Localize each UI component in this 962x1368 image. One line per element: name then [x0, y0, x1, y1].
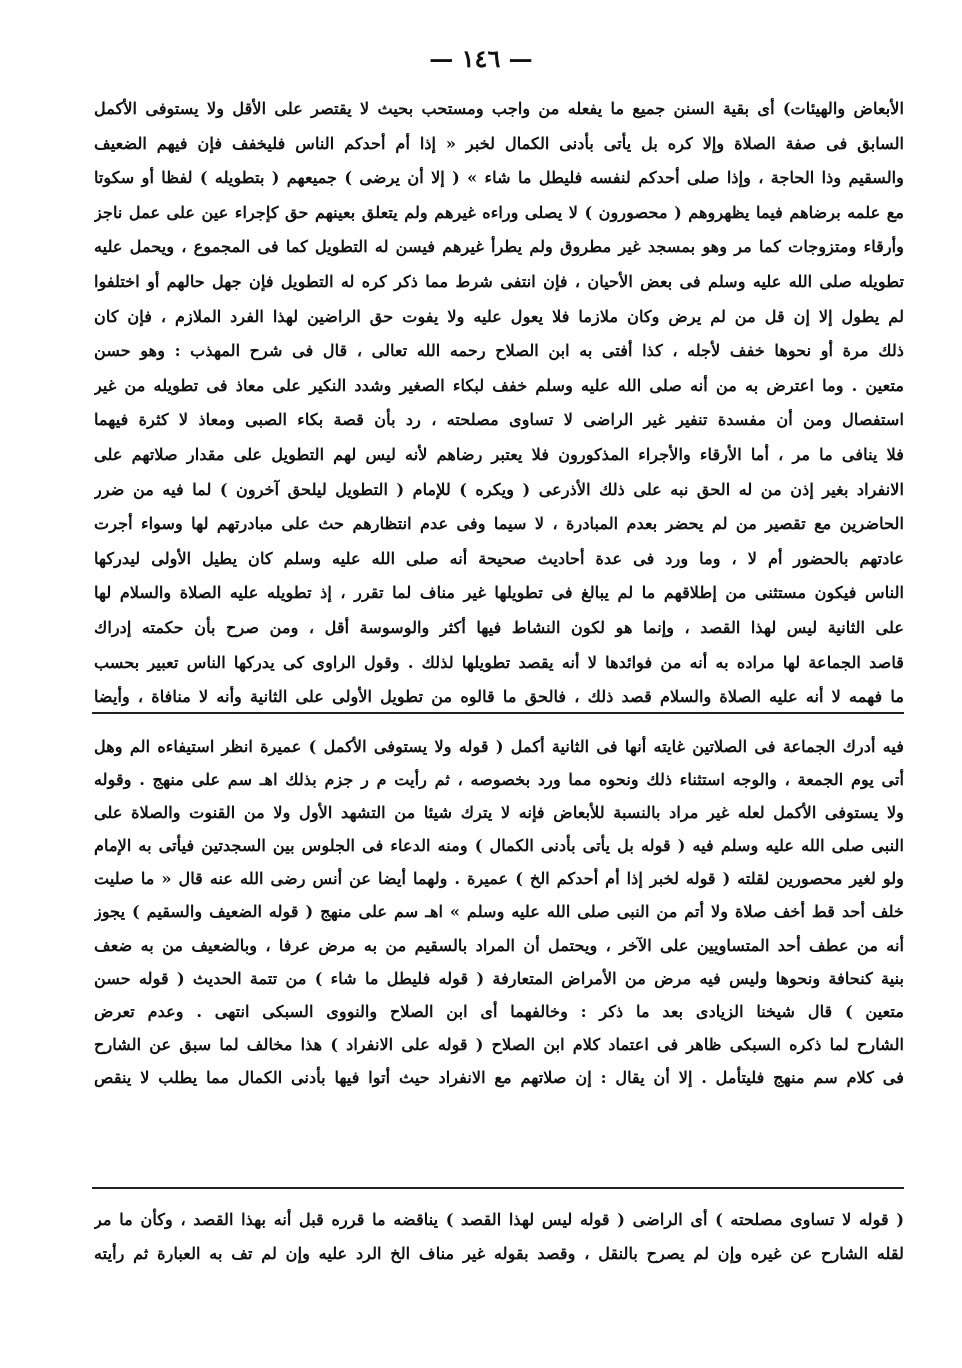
second-footnote-divider — [92, 1187, 904, 1189]
text-line: استفصال ومن أن مفسدة تنفير غير الراضى لا تساوى مصلحته ، رد بأن قصة بكاء الصبى ومعاذ لا كثرة فيهما — [94, 410, 904, 430]
note-line: أنه من عطف أحد المتساويين على الآخر ، ويحتمل أن المراد بالسقيم من به مرض عرفا ، وبالضعيف من به ضعف — [94, 935, 904, 955]
note-line: فى كلام سم منهج فليتأمل . إلا أن يقال : إن صلاتهم مع الانفراد حيث أتوا فيها بأدنى الكمال مما يطلب لا ينقص — [94, 1067, 904, 1087]
note-line: متعين ) قال شيخنا الزيادى بعد ما ذكر : وخالفهما أى ابن الصلاح والنووى السبكى انتهى . وعدم تعرض — [94, 1001, 904, 1021]
text-line: والسقيم وذا الحاجة ، وإذا صلى أحدكم لنفسه فليطل ما شاء » ( إلا أن يرضى ) جميعهم ( بتطويله ) لفظا أو سكوتا — [94, 168, 904, 188]
text-line: الناس فيكون مستثنى من إطلاقهم ما لم يبالغ فى تطويلها غير مناف لما تقرر ، إذ تطويله عليه الصلاة والسلام لها — [94, 583, 904, 603]
text-line: قاصد الجماعة لها مراده به أنه من فوائدها لا أنه يقصد تطويلها لذلك . وقول الراوى كى يدركها الناس تعبير بحسب — [94, 652, 904, 672]
note-line: الشارح لما ذكره السبكى ظاهر فى اعتماد كلام ابن الصلاح ( قوله على الانفراد ) هذا مخالف لما سبق عن الشارح — [94, 1034, 904, 1054]
note-line: خلف أحد قط أخف صلاة ولا أتم من النبى صلى الله عليه وسلم » اهـ سم على منهج ( قوله الضعيف والسقيم ) يجوز — [94, 902, 904, 922]
commentary-notes — [94, 730, 904, 1094]
text-line: على الثانية ليس لهذا القصد ، وإنما هو لكون النشاط فيها أكثر والوسوسة أقل ، ومن صرح بأن حكمته إدراك — [94, 617, 904, 637]
footnote-divider — [92, 712, 904, 714]
secondary-notes — [94, 1203, 904, 1271]
note-line: فيه أدرك الجماعة فى الصلاتين غايته أنها فى الثانية أكمل ( قوله ولا يستوفى الأكمل ) عميرة انظر استيفاءه الم وهل — [94, 737, 904, 756]
text-line: الحاضرين مع تقصير من لم يحضر بعدم المبادرة ، لا سيما وفى عدم انتظارهم حث على مبادرتهم لها وسواء أجرت — [94, 514, 904, 534]
text-line: وأرقاء ومتزوجات كما مر وهو بمسجد غير مطروق ولم يطرأ غيرهم فيسن له التطويل كما فى المجموع ، ويحمل عليه — [94, 237, 904, 257]
note-line: ولو لغير محصورين لقلته ( قوله لخبر إذا أم أحدكم الخ ) عميرة . ولهما أيضا عن أنس رضى الله عنه قال « ما صليت — [94, 869, 904, 889]
note-line: النبى صلى الله عليه وسلم فيه ( قوله بل يأتى بأدنى الكمال ) ومنه الدعاء فى الجلوس بين السجدتين فيأتى به الإمام — [94, 836, 904, 856]
text-line: عادتهم بالحضور أم لا ، وما ورد فى عدة أحاديث صحيحة أنه صلى الله عليه وسلم كان يطيل الأولى ليدركها — [94, 548, 904, 568]
page-number: — ١٤٦ — — [429, 44, 533, 73]
text-line: تطويله صلى الله عليه وسلم فى بعض الأحيان ، فإن انتفى شرط مما ذكر كره له التطويل فإن جهل حالهم أو اختلفوا — [94, 271, 904, 291]
note-line: أتى يوم الجمعة ، والوجه استثناء ذلك ونحوه مما ورد بخصوصه ، ثم رأيت م ر جزم بذلك اهـ سم على منهج . وقوله — [94, 770, 904, 790]
text-line: فلا ينافى ما مر ، أما الأرقاء والأجراء المذكورون فلا يعتبر رضاهم لأنه ليس لهم التطويل على مقدار صلاتهم على — [94, 444, 904, 464]
text-line: لم يطول إلا إن قل من لم يرض وكان ملازما فلا يعول عليه ولا يفوت حق الراضين لهذا الفرد الملازم ، فإن كان — [94, 306, 904, 326]
note-line: ولا يستوفى الأكمل لعله غير مراد بالنسبة للأبعاض فإنه لا يترك شيئا من التشهد الأول ولا من القنوت والصلاة على — [94, 803, 904, 823]
text-line: ما فهمه لا أنه عليه الصلاة والسلام قصد ذلك ، فالحق ما قالوه من تطويل الأولى على الثانية وأنه لا منافاة ، وأيضا — [94, 687, 904, 707]
main-text — [94, 92, 904, 715]
text-line: متعين . وما اعترض به من أنه صلى الله عليه وسلم خفف لبكاء الصغير وشدد النكير على معاذ فى تطويله من غير — [94, 375, 904, 395]
note-line: بنية كنحافة ونحوها وليس فيه مرض من الأمراض المتعارفة ( قوله فليطل ما شاء ) من تتمة الحديث ( قوله حسن — [94, 968, 904, 988]
note-line: لقله الشارح عن غيره وإن لم يصرح بالنقل ، وقصد بقوله غير مناف الخ الرد عليه وإن لم تف به العبارة ثم رأيته — [94, 1244, 904, 1263]
text-line: ذلك مرة أو نحوها خفف لأجله ، كذا أفتى به ابن الصلاح رحمه الله تعالى ، قال فى شرح المهذب : وهو حسن — [94, 341, 904, 361]
text-line: السابق فى صفة الصلاة وإلا كره بل يأتى بأدنى الكمال لخبر « إذا أم أحدكم الناس فليخفف فإن فيهم الضعيف — [94, 133, 904, 153]
text-line: الانفراد بغير إذن من له الحق نبه على ذلك الأذرعى ( ويكره ) للإمام ( التطويل ليلحق آخرون ) لما فيه من ضرر — [94, 479, 904, 499]
text-line: مع علمه برضاهم فيما يظهروهم ( محصورون ) لا يصلى وراءه غيرهم ولم يتعلق بعينهم حق كإجراء عين على عمل ناجز — [94, 202, 904, 222]
note-line: ( قوله لا تساوى مصلحته ) أى الراضى ( قوله ليس لهذا القصد ) يناقضه ما قرره قبل أنه بهذا القصد ، وكأن ما مر — [94, 1210, 904, 1229]
text-line: الأبعاض والهيئات) أى بقية السنن جميع ما يفعله من واجب ومستحب بحيث لا يقتصر على الأقل ولا يستوفى الأكمل — [94, 99, 904, 118]
